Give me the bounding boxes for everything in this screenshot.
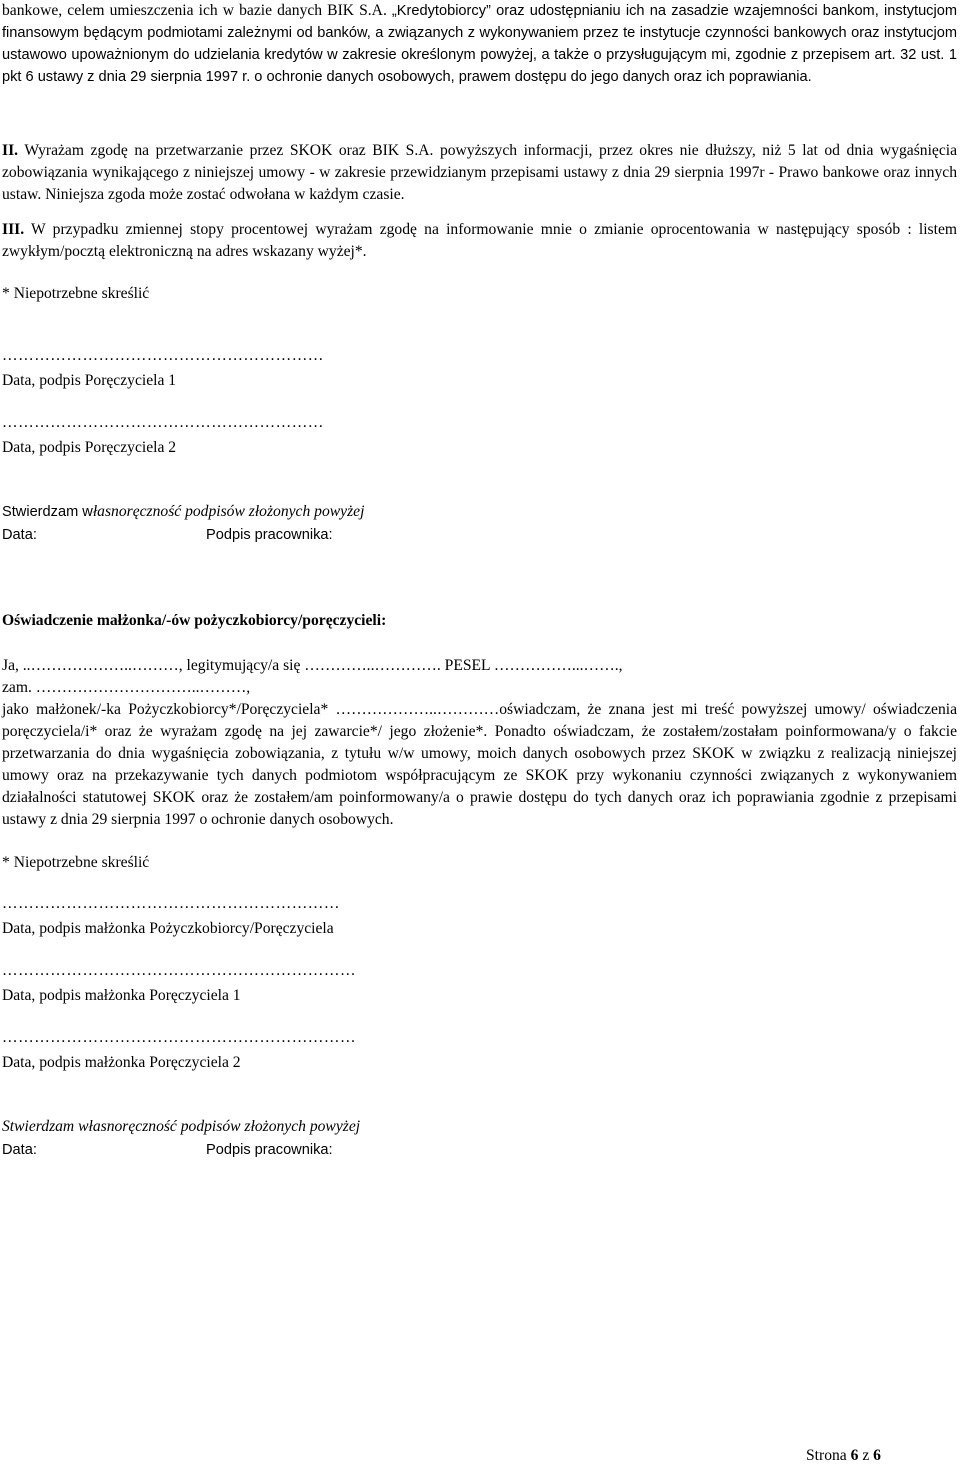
worker-signature-label: Podpis pracownika: [206, 527, 333, 543]
date-label: Data: [2, 1142, 37, 1158]
section-number: III. [2, 221, 25, 238]
worker-signature-label: Podpis pracownika: [206, 1142, 333, 1158]
confirmation-fields [2, 524, 602, 546]
signature-label: Data, podpis Poręczyciela 1 [2, 372, 177, 389]
signature-line: ……………………………………………………… [2, 895, 340, 912]
declaration-body: jako małżonek/-ka Pożyczkobiorcy*/Poręczyciela* ………………..…………oświadczam, że znana jest mi treść powyższej umowy/ oświadczenia poręczyciela/i* oraz że wyrażam zgodę na jej zawarcie*/ jego złożenie*. Ponadto oświadczam, że zostałem/zostałam poinformowana/y o fakcie przetwarzania do dnia wygaśnięcia zobowiązania, z tytułu w/w umowy, moich danych osobowych przez SKOK w związku z realizacją niniejszej umowy oraz na przekazywanie tych danych podmiotom współpracującym ze SKOK przy wykonaniu czynności związanych z wykonywaniem działalności statutowej SKOK oraz że zostałem/am poinformowany/a o prawie dostępu do tych danych oraz ich poprawiania zgodnie z przepisami ustawy z dnia 29 sierpnia 1997 o ochronie danych osobowych. [2, 701, 957, 828]
paragraph-consent-bik [2, 0, 957, 88]
signature-line: …………………………………………………… [2, 414, 324, 431]
section-text: Wyrażam zgodę na przetwarzanie przez SKOK oraz BIK S.A. powyższych informacji, przez okres nie dłuższy, niż 5 lat od dnia wygaśnięcia zobowiązania wynikającego z niniejszej umowy - w zakresie przewidzianym przepisami ustawy z dnia 29 sierpnia 1997r - Prawo bankowe oraz innych ustaw. Niniejsza zgoda może zostać odwołana w każdym czasie. [2, 142, 957, 203]
footnote-strike: * Niepotrzebne skreślić [2, 854, 150, 871]
signature-line: …………………………………………………… [2, 347, 324, 364]
paragraph-section-iii [2, 219, 957, 263]
confirmation-text: Stwierdzam własnoręczność podpisów złożonych powyżej [2, 503, 365, 520]
declaration-line-1: Ja, ..………………..………, legitymujący/a się …………..…………. PESEL ……………...……., [2, 657, 623, 674]
confirmation-text: Stwierdzam własnoręczność podpisów złożonych powyżej [2, 1118, 361, 1135]
signature-label: Data, podpis małżonka Poręczyciela 2 [2, 1054, 241, 1071]
declaration-line-2: zam. …………………………..………, [2, 679, 251, 696]
paragraph-lead: bankowe, celem umieszczenia ich w bazie danych BIK S.A. [2, 2, 392, 19]
signature-label: Data, podpis małżonka Poręczyciela 1 [2, 987, 241, 1004]
signature-line: ………………………………………………………… [2, 962, 357, 979]
section-text: W przypadku zmiennej stopy procentowej wyrażam zgodę na informowanie mnie o zmianie oprocentowania w następujący sposób : listem zwykłym/pocztą elektroniczną na adres wskazany wyżej*. [2, 221, 957, 260]
page-number: Strona 6 z 6 [806, 1447, 881, 1464]
paragraph-rest: „Kredytobiorcy” oraz udostępnianiu ich na zasadzie wzajemności bankom, instytucjom finansowym będącym podmiotami zależnymi od banków, a związanych z wykonywaniem przez te instytucje czynności bankowych oraz instytucjom ustawowo upoważnionym do udzielania kredytów w zakresie określonym powyżej, a także o przysługującym mi, zgodnie z przepisem art. 32 ust. 1 pkt 6 ustawy z dnia 29 sierpnia 1997 r. o ochronie danych osobowych, prawem dostępu do jego danych oraz ich poprawiania. [2, 3, 957, 85]
signature-label: Data, podpis małżonka Pożyczkobiorcy/Poręczyciela [2, 920, 334, 937]
section-number: II. [2, 142, 19, 159]
declaration-title: Oświadczenie małżonka/-ów pożyczkobiorcy/poręczycieli: [2, 612, 387, 629]
signature-label: Data, podpis Poręczyciela 2 [2, 439, 177, 456]
paragraph-section-ii [2, 140, 957, 206]
signature-line: ………………………………………………………… [2, 1029, 357, 1046]
footnote-strike: * Niepotrzebne skreślić [2, 285, 150, 302]
date-label: Data: [2, 527, 37, 543]
confirmation-fields [2, 1139, 602, 1161]
